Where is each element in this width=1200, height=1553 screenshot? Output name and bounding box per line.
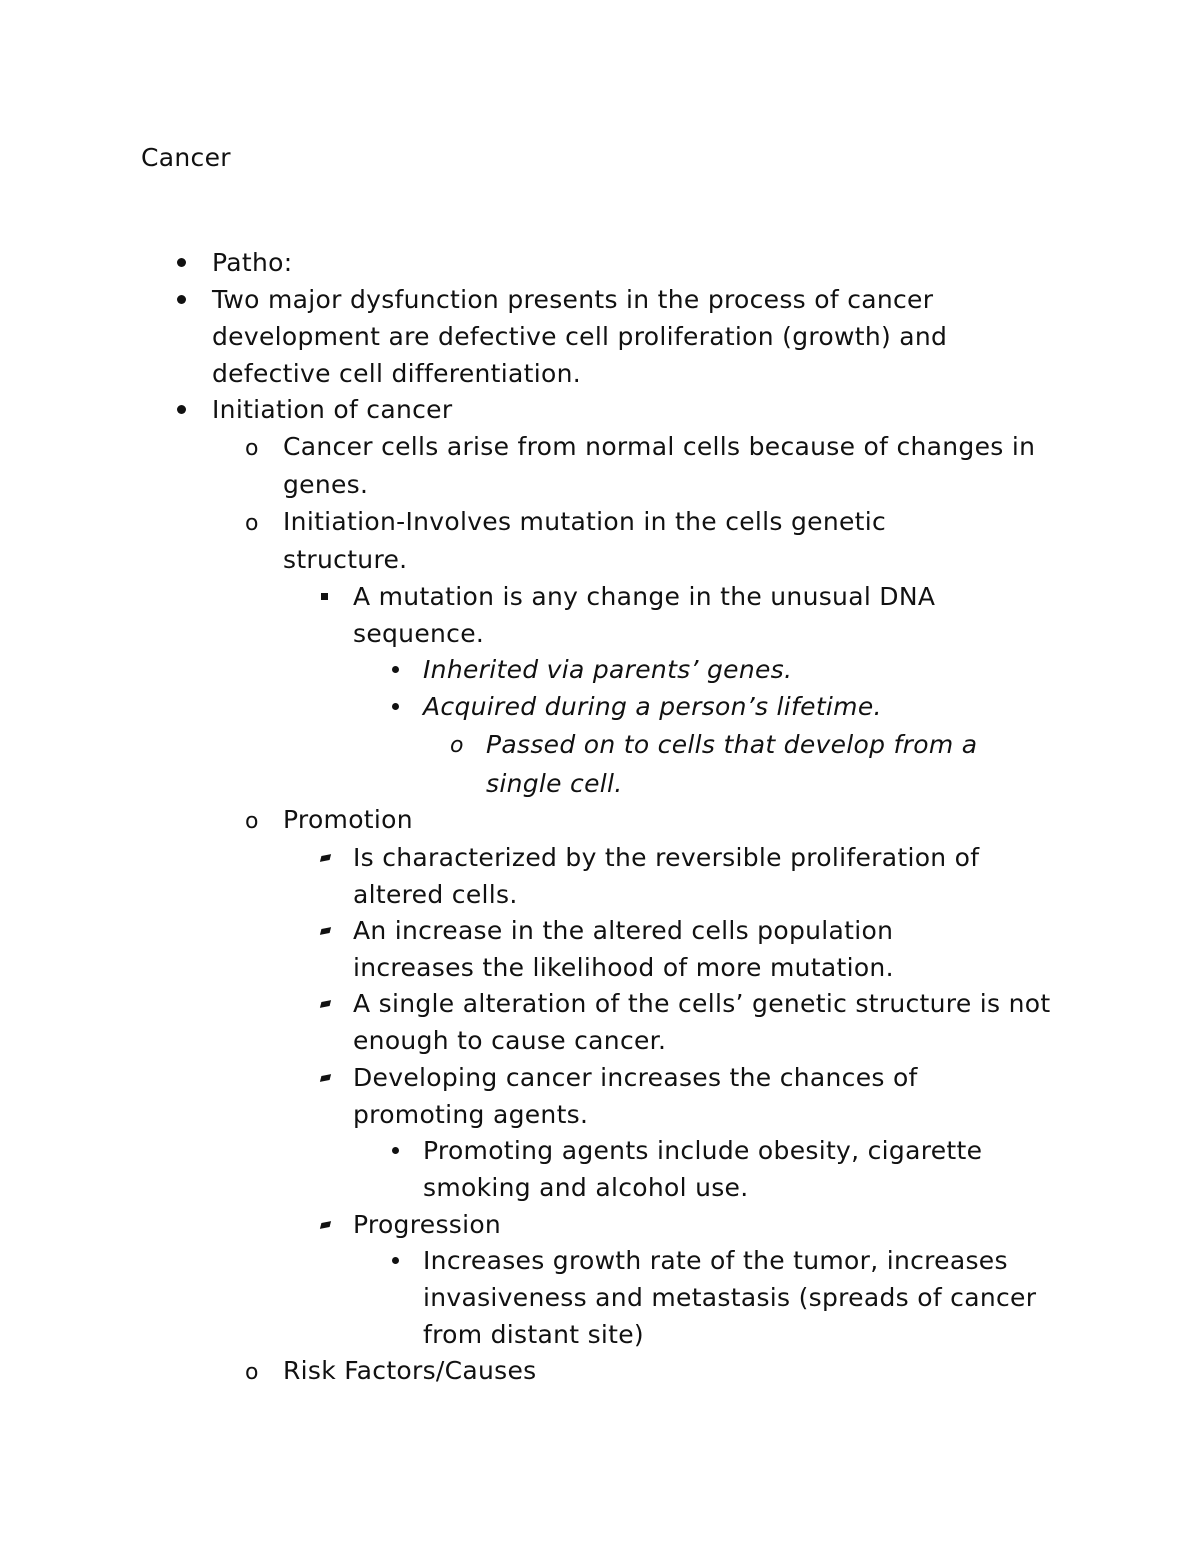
list-item: Initiation of cancer: [212, 391, 1012, 428]
bullet-square-icon: [319, 578, 347, 615]
bullet-parallelogram-icon: [319, 839, 347, 876]
list-item: Increases growth rate of the tumor, increases invasiveness and metastasis (spreads of cancer from distant site): [423, 1242, 1083, 1353]
bullet-circle-icon: o: [245, 435, 259, 461]
bullet-dot-icon: [389, 1242, 417, 1279]
list-item: o Passed on to cells that develop from a single cell.: [486, 725, 1046, 803]
bullet-circle-icon: o: [450, 732, 464, 758]
bullet-circle-icon: o: [245, 1359, 259, 1385]
list-item: Is characterized by the reversible proliferation of altered cells.: [353, 839, 1053, 913]
bullet-dot-icon: [389, 651, 417, 688]
bullet-parallelogram-icon: [319, 985, 347, 1022]
list-item: Two major dysfunction presents in the process of cancer development are defective cell proliferation (growth) and defective cell differentiation.: [212, 281, 1012, 392]
list-item: A single alteration of the cells’ genetic structure is not enough to cause cancer.: [353, 985, 1073, 1059]
list-item: Developing cancer increases the chances of promoting agents.: [353, 1059, 993, 1133]
list-item: Promoting agents include obesity, cigarette smoking and alcohol use.: [423, 1132, 1053, 1206]
list-item: o Promotion: [283, 801, 983, 838]
bullet-dot-icon: [174, 391, 202, 428]
list-item: o Cancer cells arise from normal cells because of changes in genes.: [283, 428, 1073, 504]
bullet-parallelogram-icon: [319, 1206, 347, 1243]
list-item: Patho:: [212, 244, 1012, 281]
list-item: Acquired during a person’s lifetime.: [423, 688, 1023, 725]
list-item: An increase in the altered cells population increases the likelihood of more mutation.: [353, 912, 993, 986]
bullet-circle-icon: o: [245, 510, 259, 536]
bullet-parallelogram-icon: [319, 1059, 347, 1096]
bullet-dot-icon: [389, 1132, 417, 1169]
bullet-parallelogram-icon: [319, 912, 347, 949]
bullet-dot-icon: [174, 244, 202, 281]
page-title: Cancer: [141, 143, 231, 172]
list-item: o Risk Factors/Causes: [283, 1352, 983, 1389]
bullet-dot-icon: [389, 688, 417, 725]
list-item: Progression: [353, 1206, 993, 1243]
list-item: o Initiation-Involves mutation in the cells genetic structure.: [283, 503, 963, 579]
list-item: Inherited via parents’ genes.: [423, 651, 1023, 688]
bullet-circle-icon: o: [245, 808, 259, 834]
bullet-dot-icon: [174, 281, 202, 318]
list-item: A mutation is any change in the unusual DNA sequence.: [353, 578, 1003, 652]
